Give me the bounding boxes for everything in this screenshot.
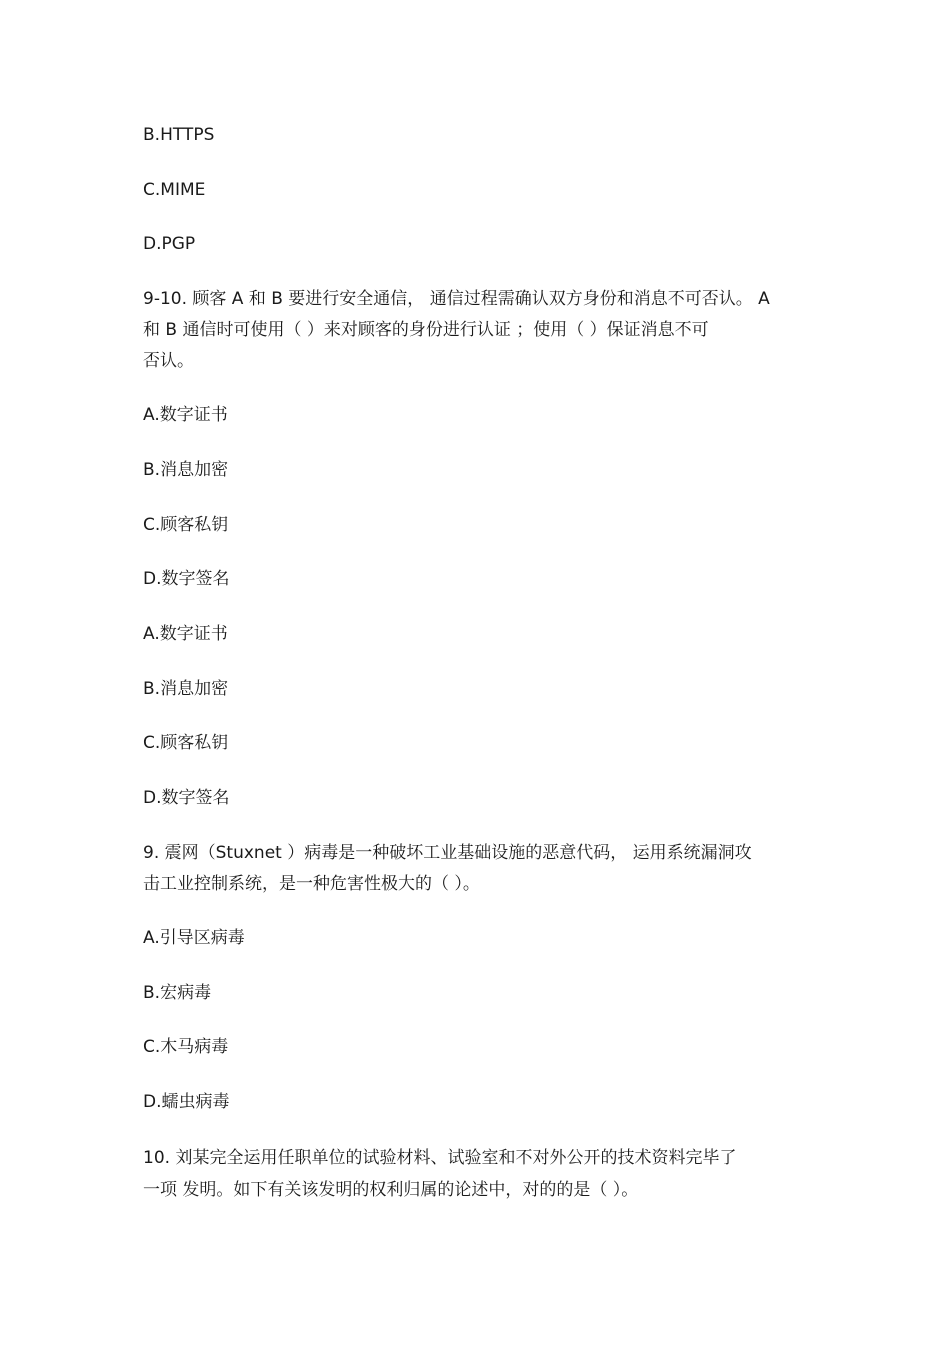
option-d-pgp: D.PGP — [143, 234, 196, 254]
option-c-customer-private-key: C.顾客私钥 — [143, 515, 229, 535]
question-9-10-line-1: 9-10. 顾客 A 和 B 要进行安全通信， 通信过程需确认双方身份和消息不可否认。 A — [143, 289, 770, 309]
option-d-digital-signature-2: D.数字签名 — [143, 788, 230, 808]
option-a-digital-certificate: A.数字证书 — [143, 405, 228, 425]
option-c-trojan-virus: C.木马病毒 — [143, 1037, 229, 1057]
option-a-digital-certificate-2: A.数字证书 — [143, 624, 228, 644]
option-d-digital-signature: D.数字签名 — [143, 569, 230, 589]
question-10-line-1: 10. 刘某完全运用任职单位的试验材料、试验室和不对外公开的技术资料完毕了 — [143, 1148, 737, 1168]
option-a-boot-sector-virus: A.引导区病毒 — [143, 928, 245, 948]
option-d-worm-virus: D.蠕虫病毒 — [143, 1092, 230, 1112]
question-9-line-2: 击工业控制系统，是一种危害性极大的（ ）。 — [143, 874, 480, 894]
option-c-mime: C.MIME — [143, 180, 206, 200]
question-9-10-line-2: 和 B 通信时可使用（ ）来对顾客的身份进行认证 ；使用（ ）保证消息不可 — [143, 320, 709, 340]
option-b-macro-virus: B.宏病毒 — [143, 983, 212, 1003]
question-9-10-line-3: 否认。 — [143, 351, 194, 371]
option-c-customer-private-key-2: C.顾客私钥 — [143, 733, 229, 753]
question-10-line-2: 一项 发明。如下有关该发明的权利归属的论述中，对的的是（ ）。 — [143, 1180, 639, 1200]
option-b-message-encryption: B.消息加密 — [143, 460, 229, 480]
option-b-https: B.HTTPS — [143, 125, 215, 145]
option-b-message-encryption-2: B.消息加密 — [143, 679, 229, 699]
question-9-line-1: 9. 震网（Stuxnet ）病毒是一种破坏工业基础设施的恶意代码， 运用系统漏洞攻 — [143, 843, 752, 863]
